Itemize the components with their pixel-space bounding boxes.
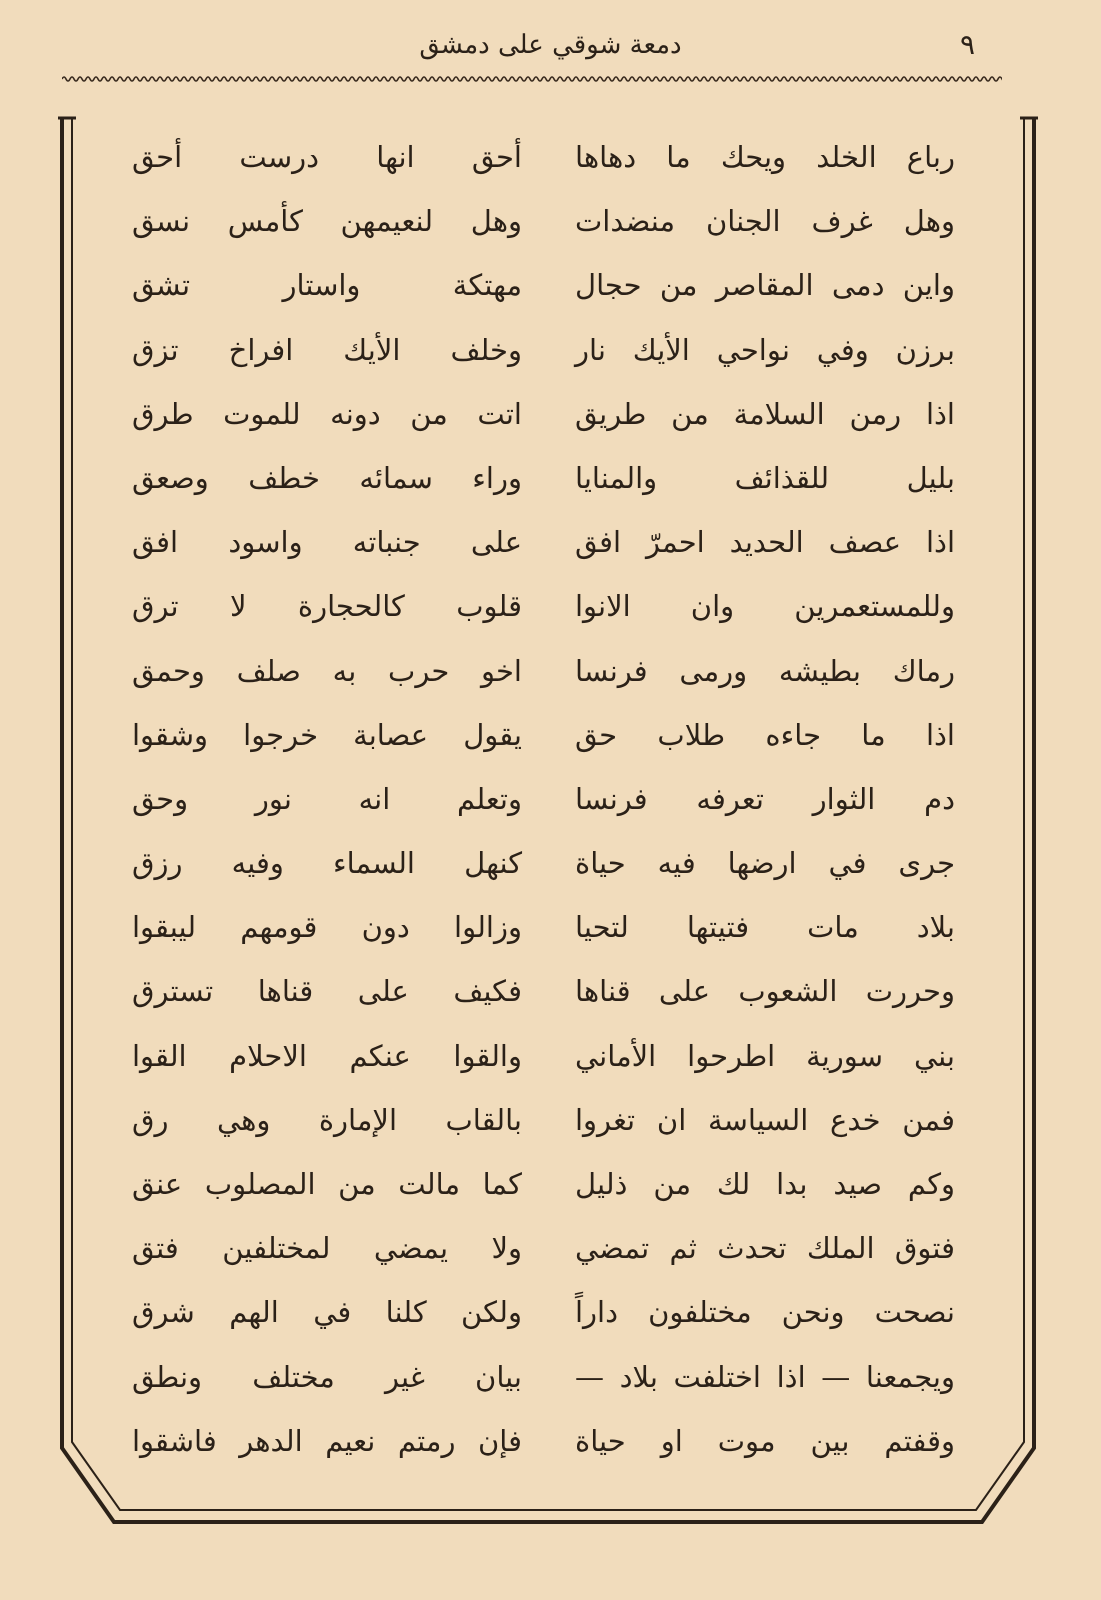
verse-second-half-10: يقول عصابة خرجوا وشقوا: [132, 717, 522, 752]
verse-first-half-18: فتوق الملك تحدث ثم تمضي: [575, 1231, 955, 1266]
verse-first-half-11: دم الثوار تعرفه فرنسا: [575, 781, 955, 816]
verse-first-half-3: واين دمى المقاصر من حجال: [575, 268, 955, 303]
verse-second-half-17: كما مالت من المصلوب عنق: [132, 1167, 522, 1201]
verse-first-half-13: بلاد مات فتيتها لتحيا: [575, 910, 955, 945]
verse-second-half-2: وهل لنعيمهن كأمس نسق: [132, 204, 522, 239]
verse-first-half-4: برزن وفي نواحي الأيك نار: [575, 332, 955, 367]
verse-second-half-5: اتت من دونه للموت طرق: [132, 396, 522, 431]
verse-first-half-19: نصحت ونحن مختلفون داراً: [575, 1295, 955, 1330]
verse-second-half-20: بيان غير مختلف ونطق: [132, 1359, 522, 1394]
verse-second-half-16: بالقاب الإمارة وهي رق: [132, 1102, 522, 1137]
verse-first-half-12: جرى في ارضها فيه حياة: [575, 846, 955, 881]
verse-second-half-6: وراء سمائه خطف وصعق: [132, 460, 522, 495]
verse-second-half-9: اخو حرب به صلف وحمق: [132, 653, 522, 688]
poem-left-column: [132, 125, 522, 1473]
verse-first-half-16: فمن خدع السياسة ان تغروا: [575, 1102, 955, 1137]
verse-first-half-5: اذا رمن السلامة من طريق: [575, 396, 955, 431]
verse-second-half-14: فكيف على قناها تسترق: [132, 974, 522, 1009]
verse-second-half-21: فإن رمتم نعيم الدهر فاشقوا: [132, 1423, 522, 1458]
verse-first-half-8: وللمستعمرين وان الانوا: [575, 589, 955, 624]
verse-second-half-8: قلوب كالحجارة لا ترق: [132, 589, 522, 624]
verse-first-half-20: ويجمعنا — اذا اختلفت بلاد —: [575, 1359, 955, 1394]
verse-second-half-13: وزالوا دون قومهم ليبقوا: [132, 910, 522, 945]
verse-first-half-7: اذا عصف الحديد احمرّ افق: [575, 525, 955, 560]
verse-second-half-18: ولا يمضي لمختلفين فتق: [132, 1231, 522, 1266]
verse-second-half-7: على جنباته واسود افق: [132, 525, 522, 560]
verse-first-half-15: بني سورية اطرحوا الأماني: [575, 1038, 955, 1073]
verse-first-half-2: وهل غرف الجنان منضدات: [575, 204, 955, 239]
verse-second-half-15: والقوا عنكم الاحلام القوا: [132, 1038, 522, 1073]
verse-first-half-21: وقفتم بين موت او حياة: [575, 1423, 955, 1458]
verse-first-half-14: وحررت الشعوب على قناها: [575, 974, 955, 1009]
verse-second-half-4: وخلف الأيك افراخ تزق: [132, 332, 522, 367]
page-number: ٩: [960, 28, 976, 61]
verse-second-half-1: أحق انها درست أحق: [132, 140, 522, 174]
verse-first-half-17: وكم صيد بدا لك من ذليل: [575, 1167, 955, 1201]
verse-first-half-9: رماك بطيشه ورمى فرنسا: [575, 653, 955, 688]
verse-second-half-19: ولكن كلنا في الهم شرق: [132, 1295, 522, 1330]
verse-first-half-10: اذا ما جاءه طلاب حق: [575, 717, 955, 752]
poem-right-column: [575, 125, 955, 1473]
verse-second-half-11: وتعلم انه نور وحق: [132, 781, 522, 816]
verse-first-half-6: بليل للقذائف والمنايا: [575, 460, 955, 495]
verse-second-half-3: مهتكة واستار تشق: [132, 268, 522, 303]
page-title: دمعة شوقي على دمشق: [419, 30, 682, 60]
verse-second-half-12: كنهل السماء وفيه رزق: [132, 846, 522, 881]
verse-first-half-1: رباع الخلد ويحك ما دهاها: [575, 140, 955, 174]
